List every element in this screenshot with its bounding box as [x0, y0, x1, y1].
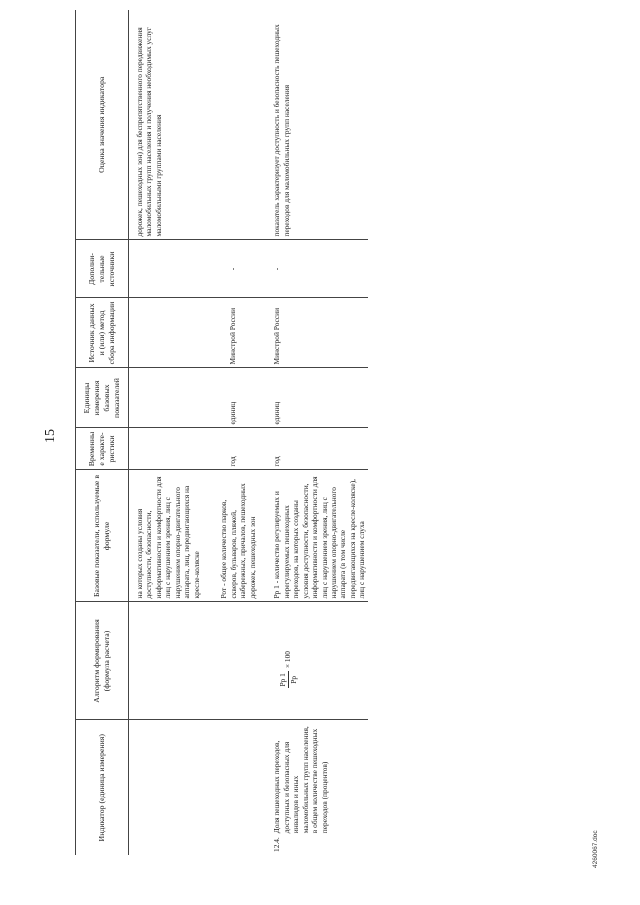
- cell-extra: [258, 240, 368, 298]
- header-source: Источник данных и (или) метод сбора информации: [76, 298, 129, 368]
- header-indicator: Индикатор (единица измерения): [76, 720, 129, 855]
- cell-units: [258, 368, 368, 428]
- continuation-base-text: на которых созданы условия доступности, безопасности, информативности и комфортности для лиц с нарушением зрения, лиц с нарушением опорно-двигательного аппарата, лиц, передвигающихся на кресле-коляске: [135, 476, 201, 599]
- footer-doc-name: 4260067.doc: [592, 830, 599, 868]
- formula-multiplier: × 100: [283, 651, 293, 669]
- cell-time: [258, 428, 368, 470]
- header-algorithm: Алгоритм формирования (формула расчета): [76, 602, 129, 720]
- cell-eval: [258, 10, 368, 240]
- cell-time: [129, 428, 259, 470]
- header-base: Базовые показатели, используемые в формуле: [76, 470, 129, 602]
- formula-fraction: [278, 671, 298, 688]
- continuation-eval-text: дорожек, пешеходных зон) для беспрепятственного передвижения маломобильных групп населения и получения необходимых услуг маломобильными группами населения: [135, 27, 163, 237]
- indicator-table: [75, 10, 368, 855]
- time-value: год: [228, 456, 237, 467]
- header-units: Единицы измерения базовых показателей: [76, 368, 129, 428]
- formula: [278, 651, 298, 688]
- header-time: Временные характе-ристики: [76, 428, 129, 470]
- base-text-parks: Рот - общее количество парков, скверов, бульваров, пляжей, набережных, причалов, пешеходных дорожек, пешеходных зон: [219, 483, 257, 599]
- cell-source: [258, 298, 368, 368]
- cell-base: [129, 470, 259, 602]
- eval-text: показатель характеризует доступность и безопасность пешеходных переходов для маломобильных групп населения: [272, 24, 291, 237]
- source-value: Минстрой России: [228, 307, 237, 365]
- base-text-pr1: Рр 1 - количество регулируемых и нерегулируемых пешеходных переходов, на которых созданы условия доступности, безопасности, информативности и комфортности для лиц с нарушением зрения, лиц с нарушением опорно-двигательного аппарата (в том числе передвигающихся на кресле-коляске), лиц с нарушением слуха: [272, 476, 367, 599]
- rotated-table-area: [75, 10, 560, 855]
- units-value: единиц: [228, 401, 237, 425]
- extra-value: -: [228, 267, 237, 271]
- cell-indicator: [129, 720, 259, 855]
- time-value: год: [272, 456, 282, 467]
- page-number: 15: [43, 429, 58, 443]
- cell-source: [129, 298, 259, 368]
- cell-extra: [129, 240, 259, 298]
- table-row: [129, 10, 259, 855]
- row-number: 12.4.: [272, 837, 282, 852]
- units-value: единиц: [272, 401, 282, 425]
- table-row: [258, 10, 368, 855]
- cell-units: [129, 368, 259, 428]
- cell-indicator: [258, 720, 368, 855]
- indicator-name: Доля пешеходных переходов, доступных и безопасных для инвалидов и иных маломобильных групп населения, в общем количестве пешеходных переходов (процентов): [272, 726, 329, 834]
- cell-algorithm: [129, 602, 259, 720]
- cell-algorithm: [258, 602, 368, 720]
- extra-value: -: [272, 267, 282, 271]
- cell-base: [258, 470, 368, 602]
- formula-denominator: Рр: [288, 675, 298, 684]
- table-header-row: [76, 10, 129, 855]
- header-eval: Оценка значения индикатора: [76, 10, 129, 240]
- header-extra: Дополни-тельные источники: [76, 240, 129, 298]
- source-value: Минстрой России: [272, 307, 282, 365]
- cell-eval: [129, 10, 259, 240]
- formula-numerator: Рр 1: [278, 673, 288, 687]
